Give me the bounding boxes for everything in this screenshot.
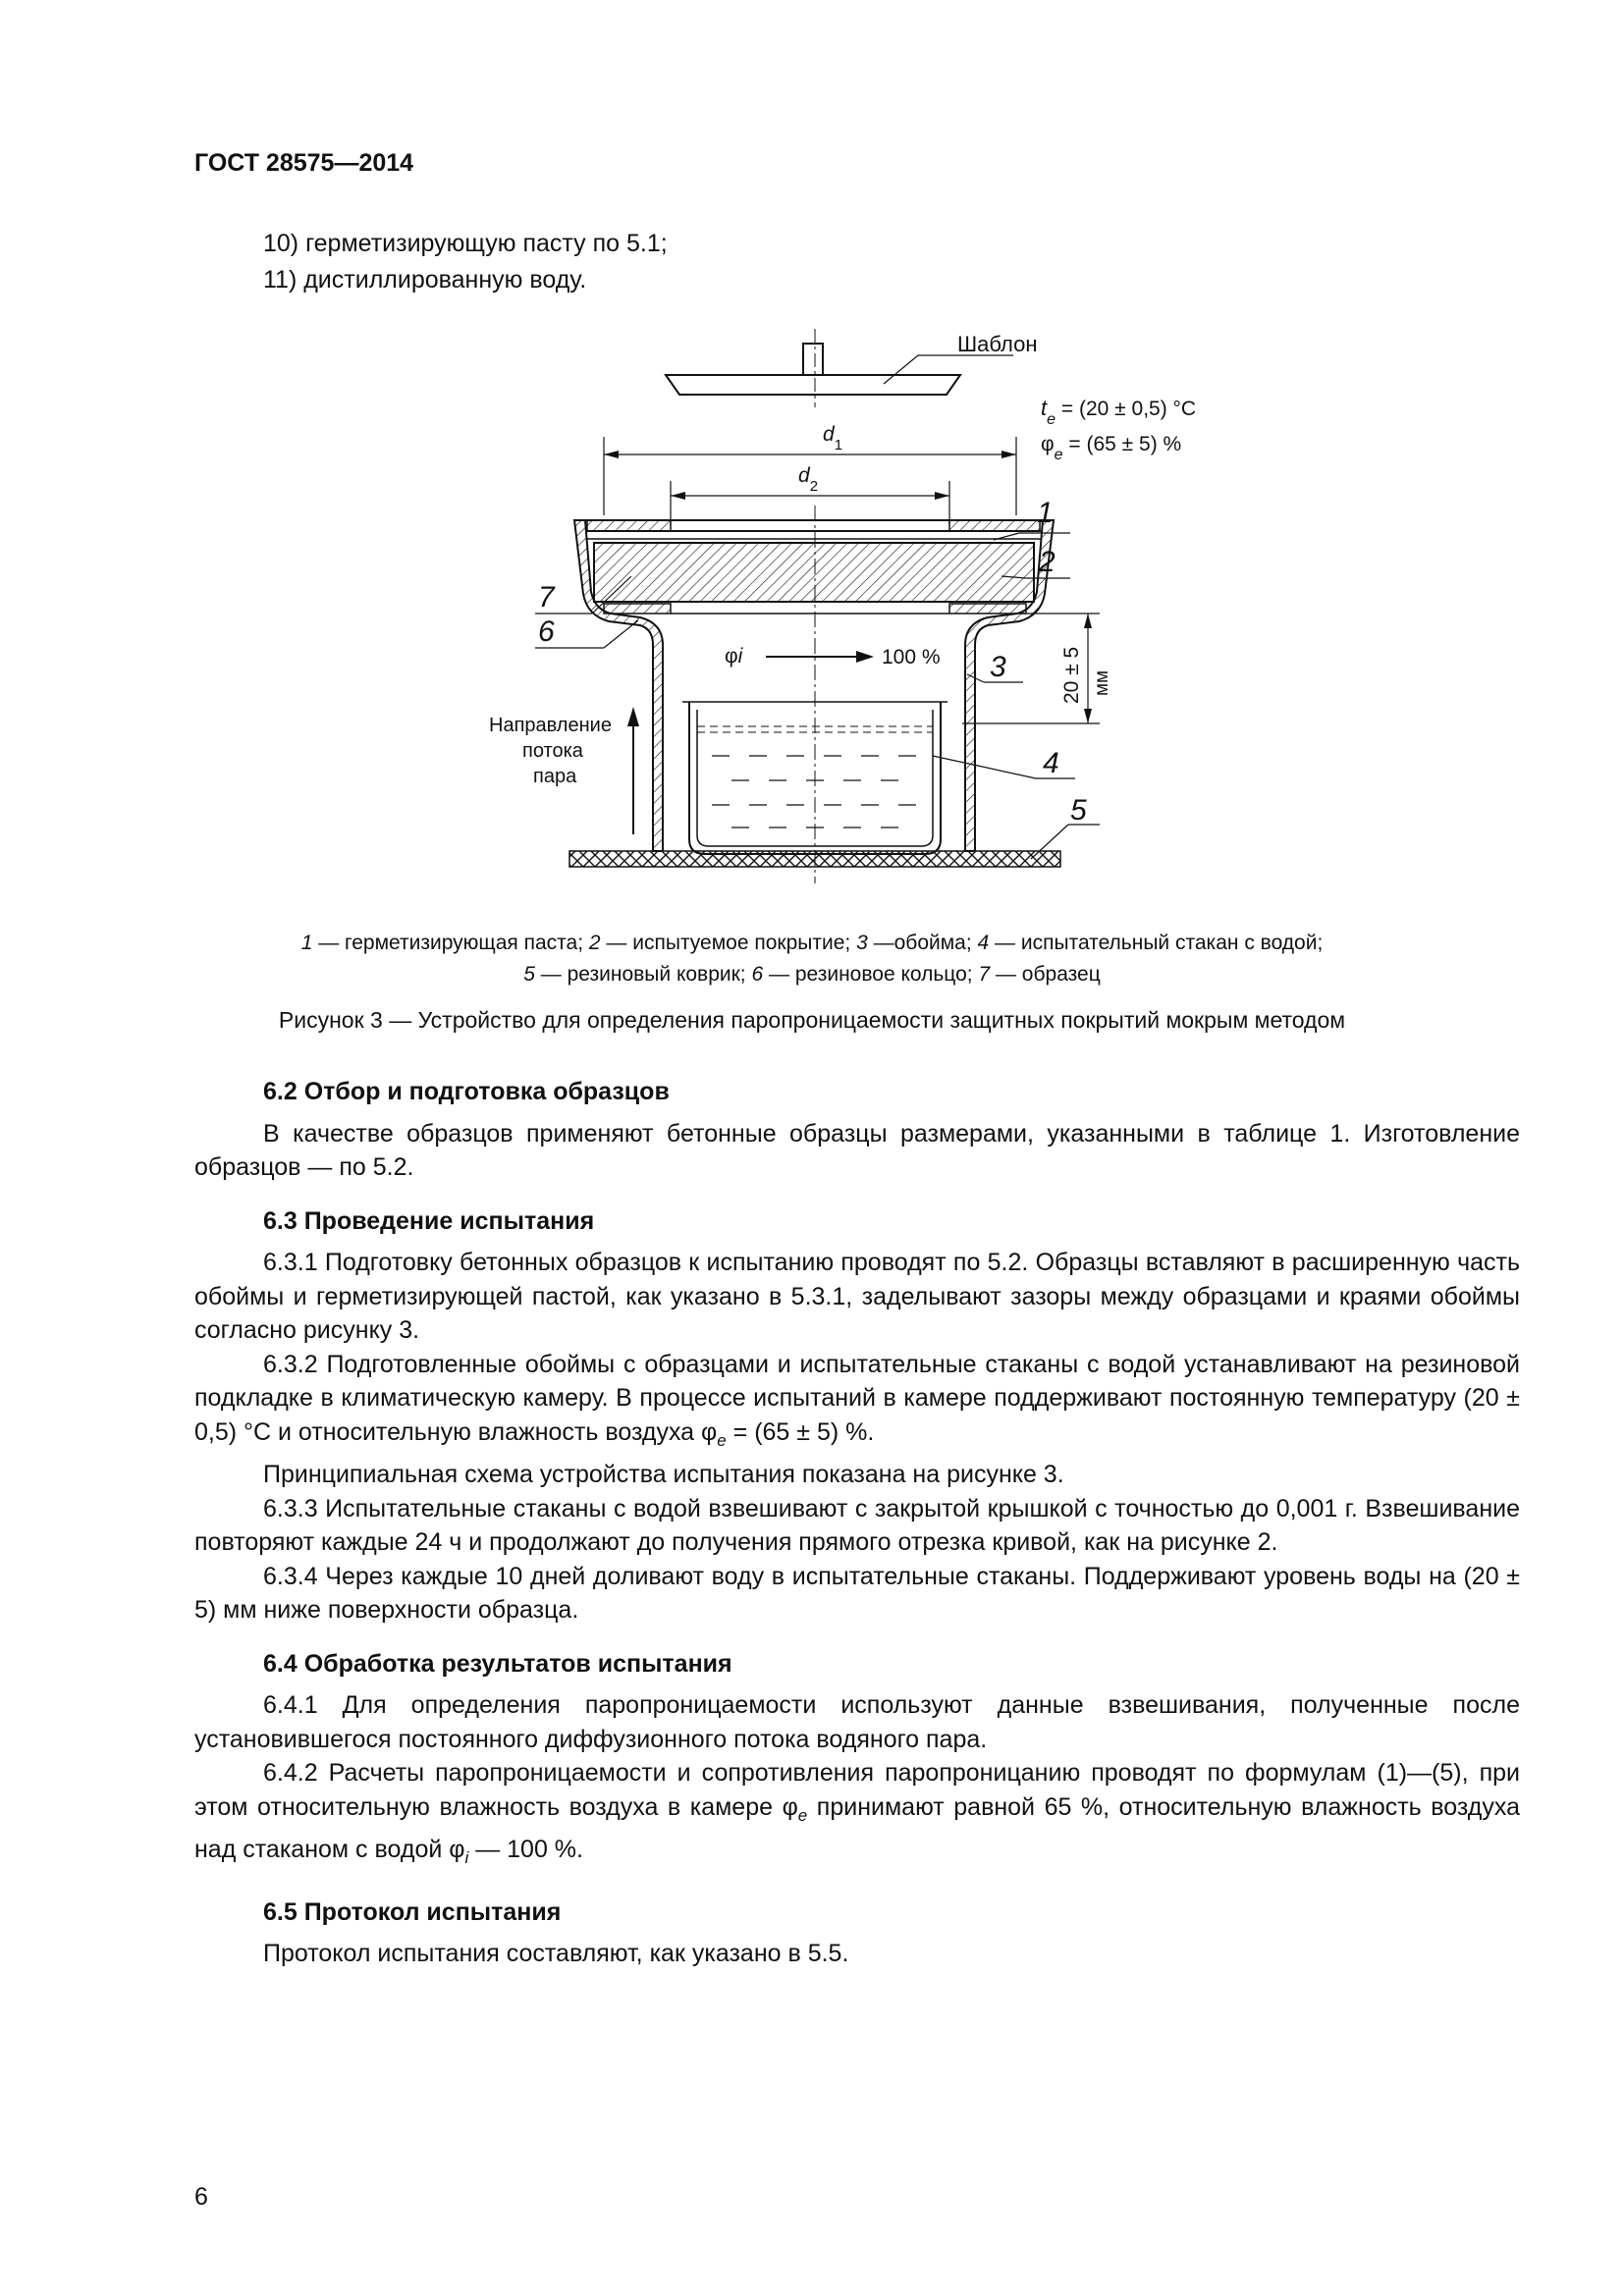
svg-text:1: 1: [1037, 497, 1054, 529]
paragraph: В качестве образцов применяют бетонные образцы размерами, указанными в таблице 1. Изготовление образцов — по 5.2.: [194, 1119, 1520, 1181]
legend-line-1: 1 — герметизирующая паста; 2 — испытуемое покрытие; 3 —обойма; 4 — испытательный стакан с водой;: [300, 932, 1324, 954]
materials-list: [263, 226, 668, 298]
svg-text:пара: пара: [533, 766, 577, 787]
list-item: 11) дистиллированную воду.: [263, 266, 587, 294]
page-number: 6: [194, 2183, 208, 2211]
document-id: ГОСТ 28575—2014: [194, 149, 414, 177]
paragraph: 6.4.1 Для определения паропроницаемости используют данные взвешивания, полученные после установившегося постоянного диффузионного потока водяного пара.: [194, 1691, 1520, 1753]
svg-text:20 ± 5: 20 ± 5: [1060, 646, 1083, 704]
rubber-mat: [569, 851, 1060, 867]
svg-text:7: 7: [538, 581, 555, 614]
paragraph: 6.3.3 Испытательные стаканы с водой взвешивают с закрытой крышкой с точностью до 0,001 г. Взвешивание повторяют каждые 24 ч и продолжают до получения прямого отрезка кривой, как на рисунке 2.: [194, 1494, 1520, 1556]
paragraph: Принципиальная схема устройства испытания показана на рисунке 3.: [263, 1461, 1064, 1488]
paragraph: 6.3.4 Через каждые 10 дней доливают воду в испытательные стаканы. Поддерживают уровень воды на (20 ± 5) мм ниже поверхности образца.: [194, 1562, 1520, 1624]
d1-dimension: [604, 423, 1016, 515]
svg-text:4: 4: [1043, 747, 1059, 779]
svg-text:6: 6: [538, 615, 555, 648]
section-6-3-title: 6.3 Проведение испытания: [263, 1206, 595, 1235]
water-gap-dimension: [962, 614, 1112, 723]
template-label: Шаблон: [957, 332, 1038, 356]
svg-text:мм: мм: [1092, 669, 1112, 696]
te-condition: $t_e = (20 \pm 0,5)$ °C: [1041, 396, 1197, 428]
svg-text:5: 5: [1070, 794, 1087, 827]
figure-caption: Рисунок 3 — Устройство для определения паропроницаемости защитных покрытий мокрым методом: [278, 1007, 1346, 1033]
concrete-specimen: [594, 543, 1034, 602]
figure-legend: [194, 928, 1430, 990]
svg-text:d1: $d_1$: [823, 423, 843, 454]
figure-3-diagram: [471, 319, 1276, 908]
svg-text:3: 3: [990, 651, 1006, 683]
section-6-2-title: 6.2 Отбор и подготовка образцов: [263, 1078, 670, 1105]
paragraph: Протокол испытания составляют, как указано в 5.5.: [263, 1940, 849, 1967]
paragraph: 6.3.2 Подготовленные обоймы с образцами и испытательные стаканы с водой устанавливают на резиновой подкладке в климатическую камеру. В процессе испытаний в камере поддерживают постоянную температуру (20 ± 0,5) °С и относительную влажность воздуха $\varphi_e = (65 \pm 5)$ %.: [194, 1350, 1520, 1450]
paragraph: 6.4.2 Расчеты паропроницаемости и сопротивления паропроницанию проводят по формулам (1)—(5), при этом относительную влажность воздуха в камере $\varphi_e$ принимают равной 65 %, относительную влажность воздуха над стаканом с водой $\varphi_i$ — 100 %.: [194, 1759, 1520, 1867]
template-plate: [666, 329, 1037, 407]
d2-dimension: [671, 464, 949, 525]
svg-text:потока: потока: [522, 740, 583, 762]
svg-text:d2: $d_2$: [798, 464, 819, 495]
apparatus-drawing: [471, 319, 1276, 908]
section-6-5-title: 6.5 Протокол испытания: [263, 1897, 562, 1926]
phi-e-condition: $\varphi_e = (65 \pm 5)$ %: [1041, 433, 1182, 463]
section-6-4-title: 6.4 Обработка результатов испытания: [263, 1649, 732, 1678]
flow-direction-label: Направление: [489, 715, 612, 736]
document-body: [194, 1075, 1520, 1971]
svg-text:2: 2: [1039, 546, 1056, 578]
list-item: 10) герметизирующую пасту по 5.1;: [263, 230, 668, 257]
paragraph: 6.3.1 Подготовку бетонных образцов к испытанию проводят по 5.2. Образцы вставляют в расширенную часть обоймы и герметизирующей пастой, как указано в 5.3.1, заделывают зазоры между образцами и краями обоймы согласно рисунку 3.: [194, 1249, 1520, 1344]
legend-line-2: 5 — резиновый коврик; 6 — резиновое кольцо; 7 — образец: [523, 963, 1101, 986]
phi-i-value: 100 %: [882, 646, 941, 668]
phi-i-symbol: φi: [725, 645, 743, 667]
